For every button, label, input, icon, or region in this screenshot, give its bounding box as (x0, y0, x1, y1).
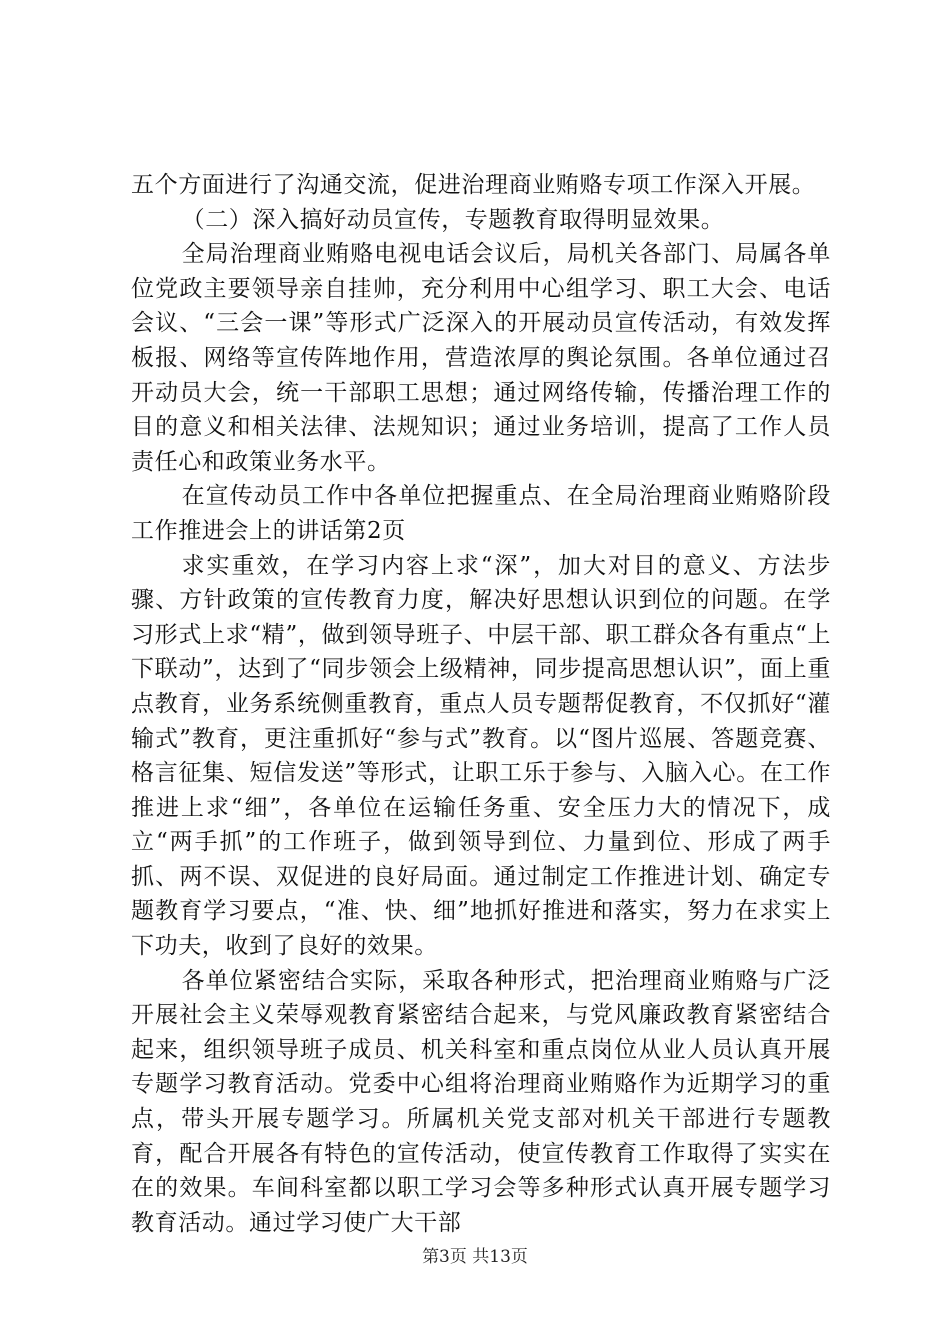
section-heading: （二）深入搞好动员宣传，专题教育取得明显效果。 (181, 206, 725, 233)
page-footer: 第3页 共13页 (422, 1247, 528, 1267)
paragraph-5: 各单位紧密结合实际，采取各种形式，把治理商业贿赂与广泛开展社会主义荣辱观教育紧密结合起来，与党风廉政教育紧密结合起来，组织领导班子成员、机关科室和重点岗位从业人员认真开展专题学习教育活动。党委中心组将治理商业贿赂作为近期学习的重点，带头开展专题学习。所属机关党支部对机关干部进行专题教育，配合开展各有特色的宣传活动，使宣传教育工作取得了实实在在的效果。车间科室都以职工学习会等多种形式认真开展专题学习教育活动。通过学习使广大干部 (131, 967, 831, 1236)
document-body (131, 168, 831, 1240)
paragraph-4: 求实重效，在学习内容上求“深”，加大对目的意义、方法步骤、方针政策的宣传教育力度，解决好思想认识到位的问题。在学习形式上求“精”，做到领导班子、中层干部、职工群众各有重点“上下联动”，达到了“同步领会上级精神，同步提高思想认识”，面上重点教育，业务系统侧重教育，重点人员专题帮促教育，不仅抓好“灌输式”教育，更注重抓好“参与式”教育。以“图片巡展、答题竞赛、格言征集、短信发送”等形式，让职工乐于参与、入脑入心。在工作推进上求“细”，各单位在运输任务重、安全压力大的情况下，成立“两手抓”的工作班子，做到领导到位、力量到位、形成了两手抓、两不误、双促进的良好局面。通过制定工作推进计划、确定专题教育学习要点，“准、快、细”地抓好推进和落实，努力在求实上下功夫，收到了良好的效果。 (131, 552, 831, 960)
paragraph-1: 五个方面进行了沟通交流，促进治理商业贿赂专项工作深入开展。 (131, 172, 816, 198)
paragraph-3: 在宣传动员工作中各单位把握重点、在全局治理商业贿赂阶段工作推进会上的讲话第2页 (131, 483, 831, 544)
paragraph-2: 全局治理商业贿赂电视电话会议后，局机关各部门、局属各单位党政主要领导亲自挂帅，充分利用中心组学习、职工大会、电话会议、“三会一课”等形式广泛深入的开展动员宣传活动，有效发挥板报、网络等宣传阵地作用，营造浓厚的舆论氛围。各单位通过召开动员大会，统一干部职工思想；通过网络传输，传播治理工作的目的意义和相关法律、法规知识；通过业务培训，提高了工作人员责任心和政策业务水平。 (131, 241, 831, 475)
